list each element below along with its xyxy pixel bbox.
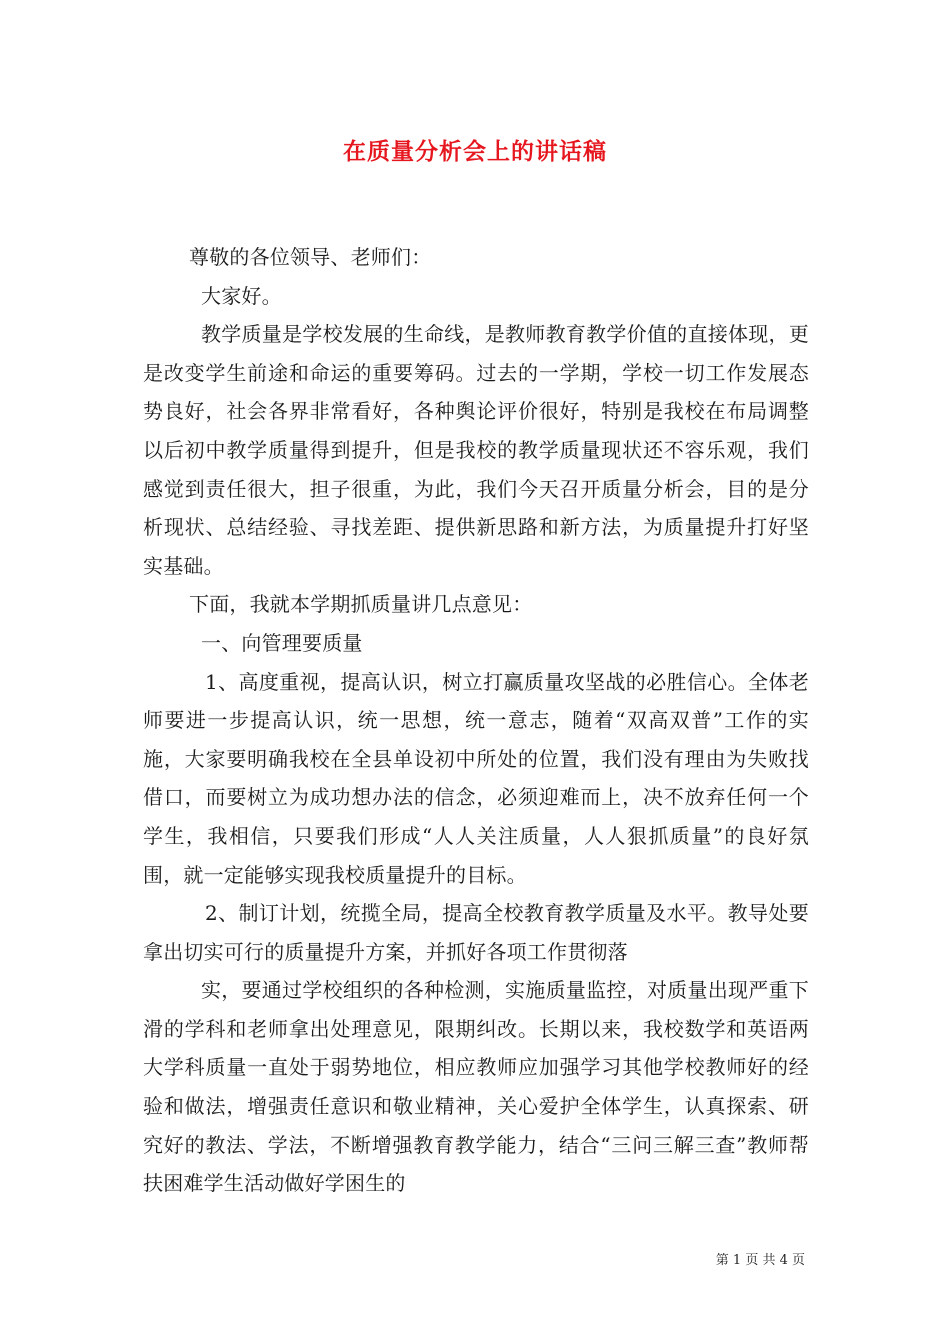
greeting-paragraph: 大家好。 xyxy=(201,283,282,308)
page-footer: 第 1 页 共 4 页 xyxy=(715,1253,805,1268)
body-paragraph: 实，要通过学校组织的各种检测，实施质量监控，对质量出现严重下滑的学科和老师拿出处理意见，限期纠改。长期以来，我校数学和英语两大学科质量一直处于弱势地位，相应教师应加强学习其他学校教师好的经验和做法，增强责任意识和敬业精神，关心爱护全体学生，认真探索、研究好的教法、学法，不断增强教育教学能力，结合“三问三解三查”教师帮扶困难学生活动做好学困生的 xyxy=(143,978,809,1196)
document-title: 在质量分析会上的讲话稿 xyxy=(343,138,607,165)
document-body xyxy=(143,238,809,1203)
body-paragraph: 下面，我就本学期抓质量讲几点意见： xyxy=(189,592,533,617)
body-paragraph: 2、制订计划，统揽全局，提高全校教育教学质量及水平。教导处要拿出切实可行的质量提升方案，并抓好各项工作贯彻落 xyxy=(143,901,809,964)
body-paragraph: 教学质量是学校发展的生命线，是教师教育教学价值的直接体现，更是改变学生前途和命运的重要筹码。过去的一学期，学校一切工作发展态势良好，社会各界非常看好，各种舆论评价很好，特别是我校在布局调整以后初中教学质量得到提升，但是我校的教学质量现状还不容乐观，我们感觉到责任很大，担子很重，为此，我们今天召开质量分析会，目的是分析现状、总结经验、寻找差距、提供新思路和新方法，为质量提升打好坚实基础。 xyxy=(143,322,809,578)
section-heading: 一、向管理要质量 xyxy=(201,630,363,655)
body-paragraph: 1、高度重视，提高认识，树立打赢质量攻坚战的必胜信心。全体老师要进一步提高认识，统一思想，统一意志，随着“双高双普”工作的实施，大家要明确我校在全县单设初中所处的位置，我们没有理由为失败找借口，而要树立为成功想办法的信念，必须迎难而上，决不放弃任何一个学生，我相信，只要我们形成“人人关注质量，人人狠抓质量”的良好氛围，就一定能够实现我校质量提升的目标。 xyxy=(143,669,809,887)
salutation-paragraph: 尊敬的各位领导、老师们： xyxy=(189,245,432,269)
